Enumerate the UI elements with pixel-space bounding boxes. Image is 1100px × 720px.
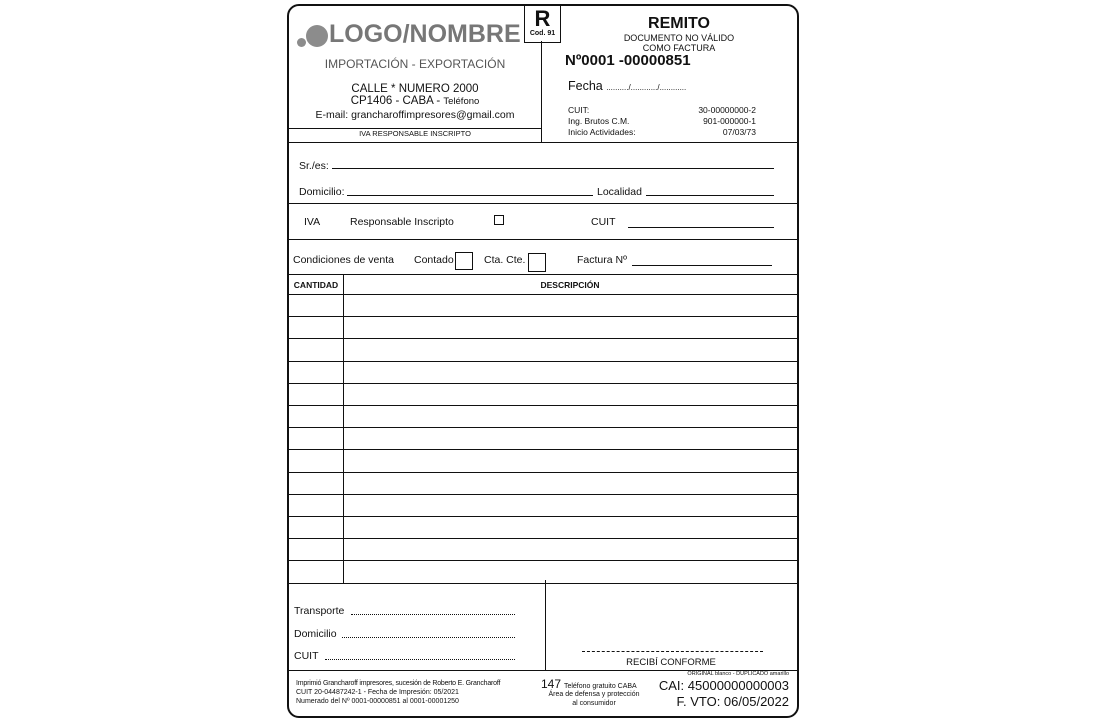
fecha-label xyxy=(568,79,686,93)
remito-form xyxy=(287,4,799,718)
ctacte-label: Cta. Cte. xyxy=(484,254,526,266)
factura-label: Factura Nº xyxy=(577,254,627,266)
factura-field[interactable] xyxy=(632,265,772,266)
table-row[interactable] xyxy=(289,539,797,561)
printer-line1: Imprimió Grancharoff impresores, sucesión de Roberto E. Grancharoff xyxy=(296,680,501,687)
info-inicio-label: Inicio Actividades: xyxy=(568,127,636,137)
phone-text: Teléfono gratuito CABA xyxy=(563,683,637,690)
contado-checkbox[interactable] xyxy=(455,252,473,270)
cai-expiration: F. VTO: 06/05/2022 xyxy=(676,694,789,709)
table-row[interactable] xyxy=(289,561,797,583)
doc-subtitle1: DOCUMENTO NO VÁLIDO xyxy=(623,33,735,43)
domicilio-label: Domicilio: xyxy=(299,186,345,198)
table-row[interactable] xyxy=(289,362,797,384)
info-iibb-value: 901-000000-1 xyxy=(703,116,756,126)
info-cuit-value: 30-00000000-2 xyxy=(698,105,756,115)
iva-label: IVA xyxy=(304,216,321,228)
address-line2 xyxy=(289,95,541,107)
document-number: Nº0001 -00000851 xyxy=(565,52,691,69)
table-row[interactable] xyxy=(289,428,797,450)
letter-box xyxy=(524,4,561,43)
defense-line1: Área de defensa y protección xyxy=(548,691,640,698)
col-cantidad: CANTIDAD xyxy=(293,280,339,290)
table-row[interactable] xyxy=(289,384,797,406)
localidad-field[interactable] xyxy=(646,195,774,196)
table-row[interactable] xyxy=(289,450,797,472)
domicilio-field[interactable] xyxy=(347,195,593,196)
cuit-label: CUIT xyxy=(591,216,616,228)
transporte-label: Transporte xyxy=(294,605,345,617)
letter: R xyxy=(534,6,551,31)
responsable-label: Responsable Inscripto xyxy=(350,216,454,228)
printer-line2: CUIT 20-04487242-1 - Fecha de Impresión: 05/2021 xyxy=(296,689,459,696)
table-row[interactable] xyxy=(289,473,797,495)
letter-code: Cod. 91 xyxy=(529,30,556,37)
transporte-field[interactable] xyxy=(351,614,515,615)
cuit-field[interactable] xyxy=(628,227,774,228)
transporte-domicilio-label: Domicilio xyxy=(294,628,337,640)
fecha-text: Fecha xyxy=(568,79,603,93)
info-inicio-value: 07/03/73 xyxy=(722,127,756,137)
address-phone-label: Teléfono xyxy=(443,96,480,107)
col-descripcion: DESCRIPCIÓN xyxy=(540,280,600,290)
table-row[interactable] xyxy=(289,339,797,361)
consumer-phone xyxy=(541,677,637,691)
fecha-blanks: ........../............/............ xyxy=(606,83,687,92)
table-row[interactable] xyxy=(289,295,797,317)
recibi-conforme: RECIBÍ CONFORME xyxy=(626,657,716,668)
defense-line2: al consumidor xyxy=(572,700,616,707)
contado-label: Contado xyxy=(414,254,454,266)
doc-subtitle2: COMO FACTURA xyxy=(642,43,716,53)
address-line1: CALLE * NUMERO 2000 xyxy=(351,83,479,95)
phone-number: 147 xyxy=(541,677,562,691)
senores-field[interactable] xyxy=(332,168,774,169)
table-row[interactable] xyxy=(289,517,797,539)
localidad-label: Localidad xyxy=(597,186,642,198)
signature-line[interactable] xyxy=(582,651,763,652)
printer-line3: Numerado del Nº 0001-00000851 al 0001-00001250 xyxy=(296,698,459,705)
responsable-checkbox[interactable] xyxy=(494,215,504,225)
table-header xyxy=(289,275,797,295)
table-row[interactable] xyxy=(289,406,797,428)
transporte-cuit-label: CUIT xyxy=(294,650,319,662)
address-city: CP1406 - CABA - xyxy=(350,95,441,107)
copies-note: ORIGINAL blanco - DUPLICADO amarillo xyxy=(687,671,789,677)
ctacte-checkbox[interactable] xyxy=(528,253,546,272)
condiciones-label: Condiciones de venta xyxy=(293,254,394,266)
email: E-mail: granc​haroffimpresores@gmail.com xyxy=(315,109,515,121)
transporte-domicilio-field[interactable] xyxy=(342,637,515,638)
tagline: IMPORTACIÓN - EXPORTACIÓN xyxy=(324,57,506,71)
iva-status: IVA RESPONSABLE INSCRIPTO xyxy=(359,129,471,138)
cai-number: CAI: 45000000000003 xyxy=(658,678,789,693)
logo-dot-icon xyxy=(297,38,306,47)
logo-text: LOGO/NOMBRE xyxy=(329,20,521,48)
table-row[interactable] xyxy=(289,317,797,339)
info-iibb-label: Ing. Brutos C.M. xyxy=(568,116,630,126)
doc-title: REMITO xyxy=(648,15,710,32)
transporte-cuit-field[interactable] xyxy=(325,659,515,660)
info-cuit-label: CUIT: xyxy=(568,105,590,115)
senores-label: Sr./es: xyxy=(299,160,329,172)
table-row[interactable] xyxy=(289,495,797,517)
logo-circle-icon xyxy=(306,25,328,47)
